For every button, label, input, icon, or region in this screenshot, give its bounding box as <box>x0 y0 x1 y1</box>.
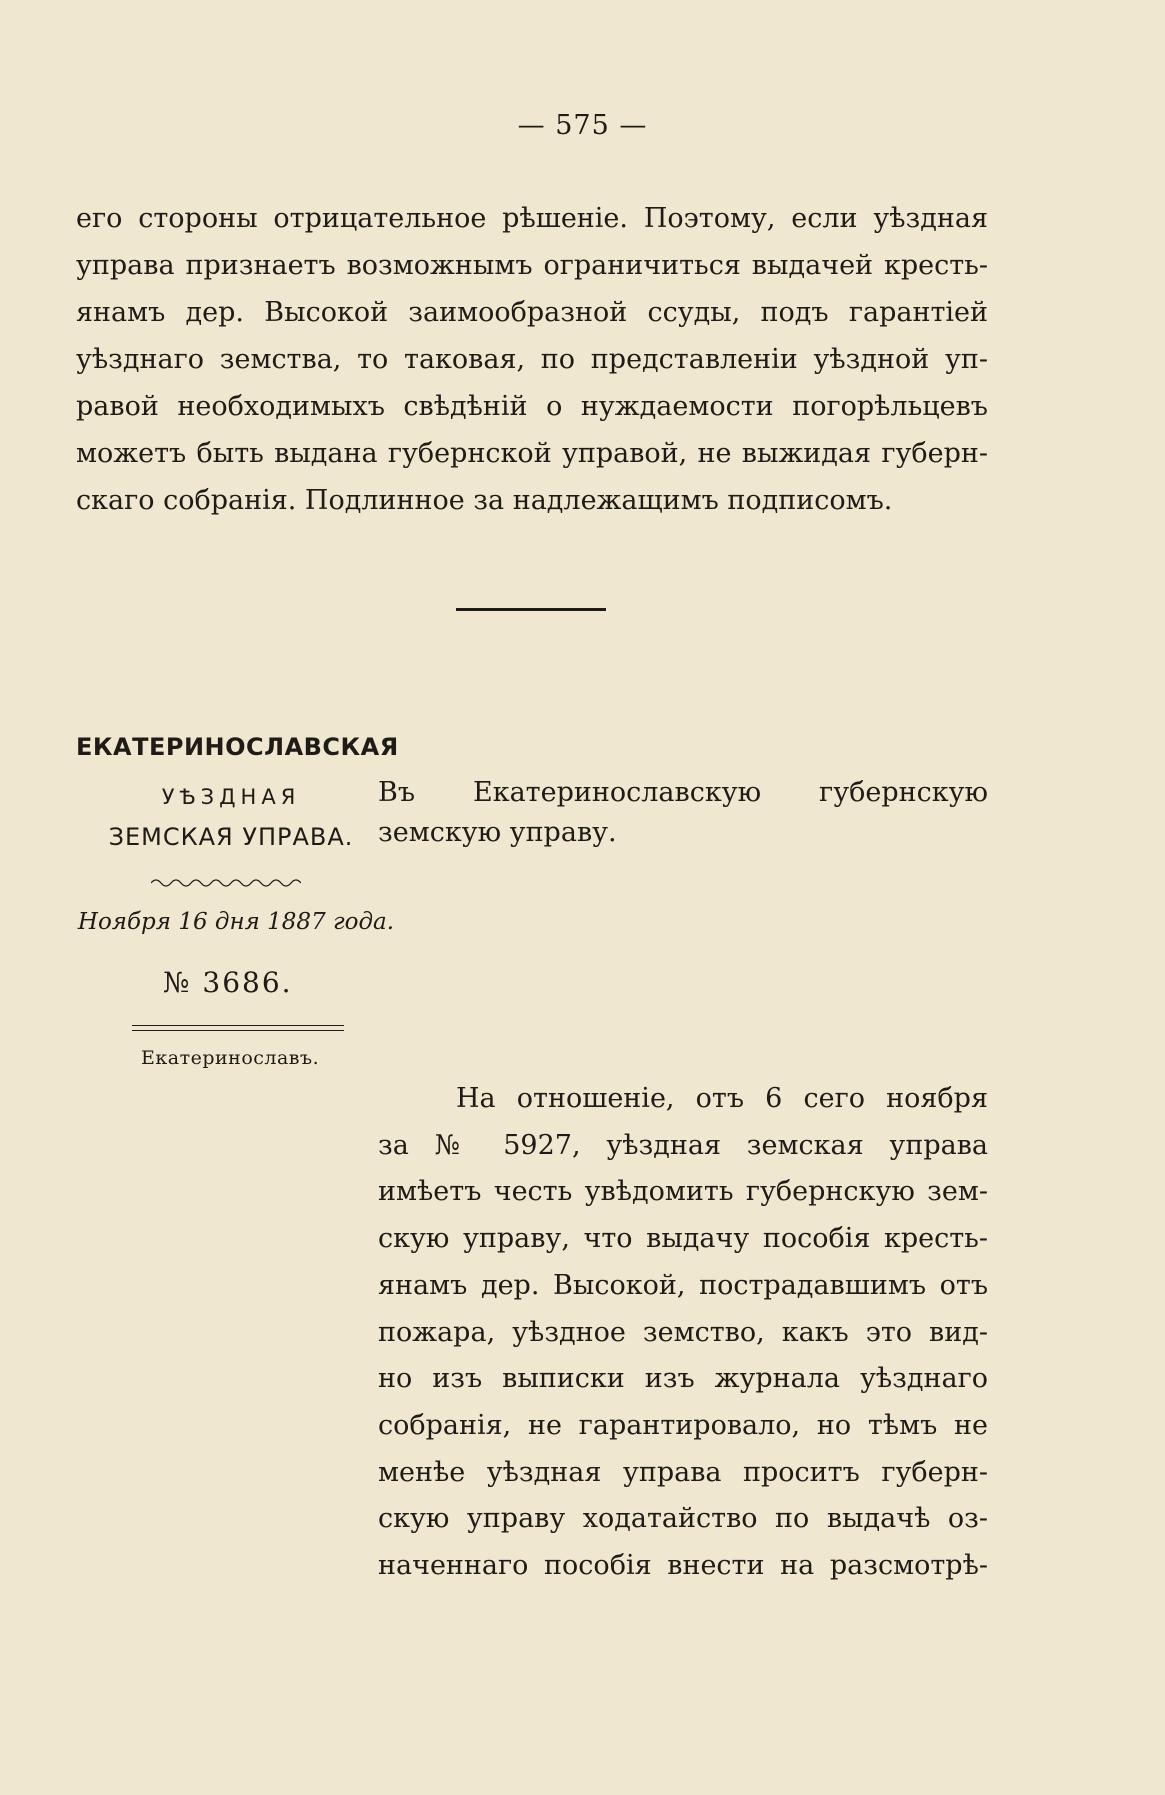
top-paragraph <box>76 195 988 524</box>
section-divider <box>456 608 606 611</box>
page-number: — 575 — <box>517 110 648 141</box>
body-paragraph <box>378 1076 988 1590</box>
text-line: янамъ дер. Высокой заимообразной ссуды, подъ гарантіей <box>76 297 988 328</box>
sender-type: УѢЗДНАЯ <box>161 785 301 809</box>
text-line: управа признаетъ возможнымъ ограничиться выдачей кресть- <box>76 250 988 281</box>
address-line: Въ Екатеринославскую губернскую <box>378 777 988 808</box>
text-line: собранія, не гарантировало, но тѣмъ не <box>378 1409 988 1441</box>
text-line: но изъ выписки изъ журнала уѣзднаго <box>378 1363 988 1395</box>
double-rule <box>132 1025 344 1031</box>
text-line: наченнаго пособія внести на разсмотрѣ- <box>378 1550 988 1582</box>
text-line: На отношеніе, отъ 6 сего ноября <box>456 1083 988 1114</box>
address-line: земскую управу. <box>378 817 617 848</box>
letter-city: Екатеринославъ. <box>141 1047 320 1069</box>
sender-block <box>76 733 399 851</box>
text-line: скаго собранія. Подлинное за надлежащимъ подписомъ. <box>76 485 893 516</box>
wavy-divider <box>151 877 301 889</box>
text-line: скую управу, что выдачу пособія кресть- <box>378 1223 988 1255</box>
text-line: скую управу ходатайство по выдачѣ оз- <box>378 1503 988 1535</box>
text-line: пожара, уѣздное земство, какъ это вид- <box>378 1316 988 1348</box>
text-line: равой необходимыхъ свѣдѣній о нуждаемости погорѣльцевъ <box>76 391 988 422</box>
text-line: уѣзднаго земства, то таковая, по представленіи уѣздной уп- <box>76 344 988 375</box>
text-line: за № 5927, уѣздная земская управа <box>378 1129 988 1161</box>
text-line: менѣе уѣздная управа проситъ губерн- <box>378 1456 988 1488</box>
letter-date: Ноября 16 дня 1887 года. <box>77 909 395 935</box>
sender-org: ЕКАТЕРИНОСЛАВСКАЯ <box>76 733 399 761</box>
text-line: имѣетъ честь увѣдомить губернскую зем- <box>378 1176 988 1208</box>
text-line: можетъ быть выдана губернской управой, не выжидая губерн- <box>76 438 988 469</box>
sender-board: ЗЕМСКАЯ УПРАВА. <box>108 823 354 851</box>
text-line: янамъ дер. Высокой, пострадавшимъ отъ <box>378 1269 988 1301</box>
address-block <box>378 773 988 853</box>
letter-number: № 3686. <box>163 966 293 999</box>
text-line: его стороны отрицательное рѣшеніе. Поэтому, если уѣздная <box>76 203 988 234</box>
